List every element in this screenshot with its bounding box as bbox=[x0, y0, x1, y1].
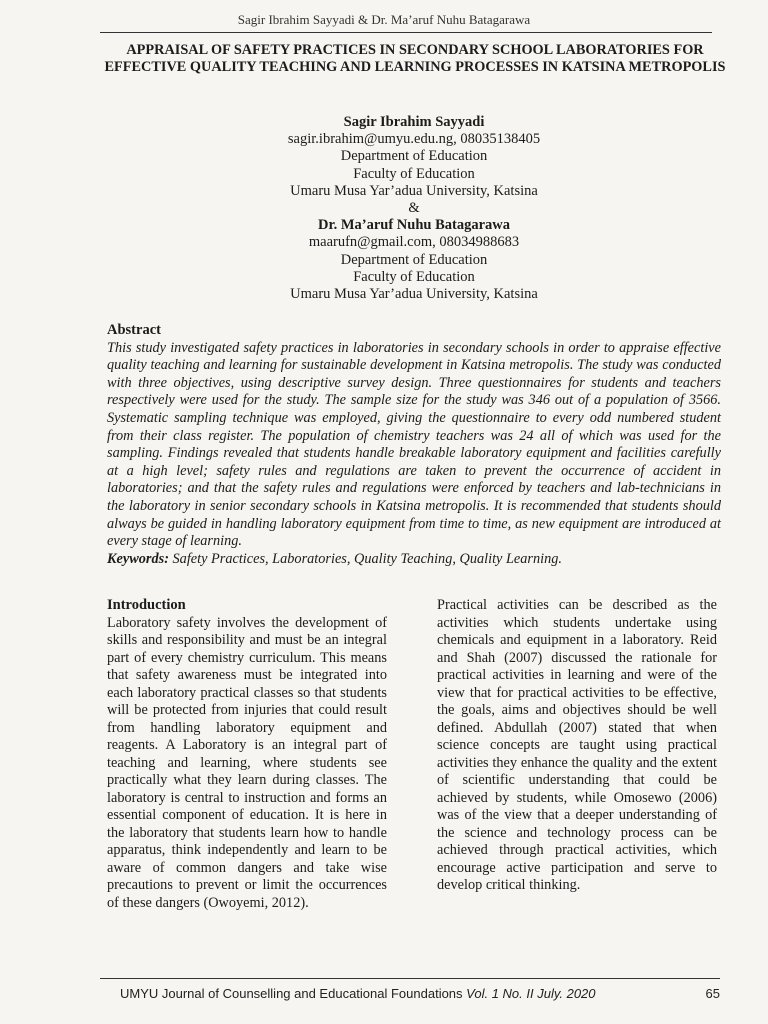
right-column bbox=[437, 597, 717, 895]
author-university: Umaru Musa Yar’adua University, Katsina bbox=[290, 182, 538, 199]
footer-rule bbox=[100, 978, 720, 979]
introduction-paragraph-right: Practical activities can be described as the activities which students undertake using chemicals and equipment in a laboratory. Reid and Shah (2007) discussed the rationale for practical activities in learning and were of the view that for practical activities to be effective, the goals, aims and objectives should be well defined. Abdullah (2007) stated that when science concepts are taught using practical activities they enhance the quality and the extent of scientific understanding that could be achieved by students, while Omosewo (2006) was of the view that a deeper understanding of the science and technology process can be achieved through practical activities, which encourage active participation and serve to develop critical thinking. bbox=[437, 597, 717, 893]
author-contact: maarufn@gmail.com, 08034988683 bbox=[308, 234, 520, 251]
abstract-text: This study investigated safety practices in laboratories in secondary schools in order to appraise effective quality teaching and learning for sustainable development in Katsina metropolis. The study was conducted with three objectives, using descriptive survey design. Three questionnaires for students and teachers respectively were used for the study. The sample size for the study was 346 out of a population of 3566. Systematic sampling technique was employed, giving the questionnaire to every odd numbered student from their class register. The population of chemistry teachers was 24 all of which was used for the sampling. Findings revealed that students handle breakable laboratory equipment and facilities carefully at a high level; safety rules and regulations are taken to prevent the occurrence of accident in laboratories; and that the safety rules and regulations were enforced by teachers and lab-technicians in the laboratory in senior secondary schools in Katsina metropolis. It is recommended that students should always be guided in handling laboratory equipment from time to time, as new equipment are introduced at every stage of learning. bbox=[107, 339, 721, 550]
author-faculty: Faculty of Education bbox=[353, 165, 475, 182]
page-footer bbox=[120, 986, 720, 1001]
author-contact: sagir.ibrahim@umyu.edu.ng, 08035138405 bbox=[287, 131, 541, 148]
author-department: Department of Education bbox=[340, 251, 488, 268]
page-number: 65 bbox=[705, 986, 720, 1001]
journal-name: UMYU Journal of Counselling and Educational Foundations bbox=[120, 986, 463, 1001]
running-head: Sagir Ibrahim Sayyadi & Dr. Ma’aruf Nuhu Batagarawa bbox=[237, 12, 531, 27]
abstract-heading: Abstract bbox=[107, 322, 161, 338]
author-name: Dr. Ma’aruf Nuhu Batagarawa bbox=[318, 217, 510, 234]
header-rule bbox=[100, 32, 712, 33]
left-column bbox=[107, 597, 387, 912]
author-block bbox=[140, 114, 688, 303]
author-separator: & bbox=[408, 200, 420, 217]
introduction-paragraph-left: Laboratory safety involves the development of skills and responsibility and must be an integral part of every chemistry curriculum. This means that safety awareness must be integrated into each laboratory practical classes so that students will be protected from injuries that could result from handling laboratory equipment and reagents. A Laboratory is an integral part of teaching and learning, where students see practically what they learn during classes. The laboratory is central to instruction and forms an essential component of education. It is here in the laboratory that students learn how to handle apparatus, think independently and learn to be aware of common dangers and take wise precautions to prevent or limit the occurrences of these dangers (Owoyemi, 2012). bbox=[107, 614, 387, 911]
author-department: Department of Education bbox=[340, 148, 488, 165]
introduction-heading: Introduction bbox=[107, 597, 186, 613]
author-name: Sagir Ibrahim Sayyadi bbox=[343, 114, 485, 130]
keywords-label: Keywords: bbox=[107, 550, 169, 567]
keywords-line bbox=[107, 551, 721, 569]
author-faculty: Faculty of Education bbox=[353, 268, 475, 285]
author-university: Umaru Musa Yar’adua University, Katsina bbox=[290, 286, 538, 303]
keywords-text: Safety Practices, Laboratories, Quality Teaching, Quality Learning. bbox=[172, 550, 562, 567]
journal-volume: Vol. 1 No. II July. 2020 bbox=[466, 986, 596, 1001]
abstract-section bbox=[107, 322, 721, 568]
paper-title: APPRAISAL OF SAFETY PRACTICES IN SECONDARY SCHOOL LABORATORIES FOR EFFECTIVE QUALITY TEACHING AND LEARNING PROCESSES IN KATSINA METROPOLIS bbox=[104, 42, 726, 75]
